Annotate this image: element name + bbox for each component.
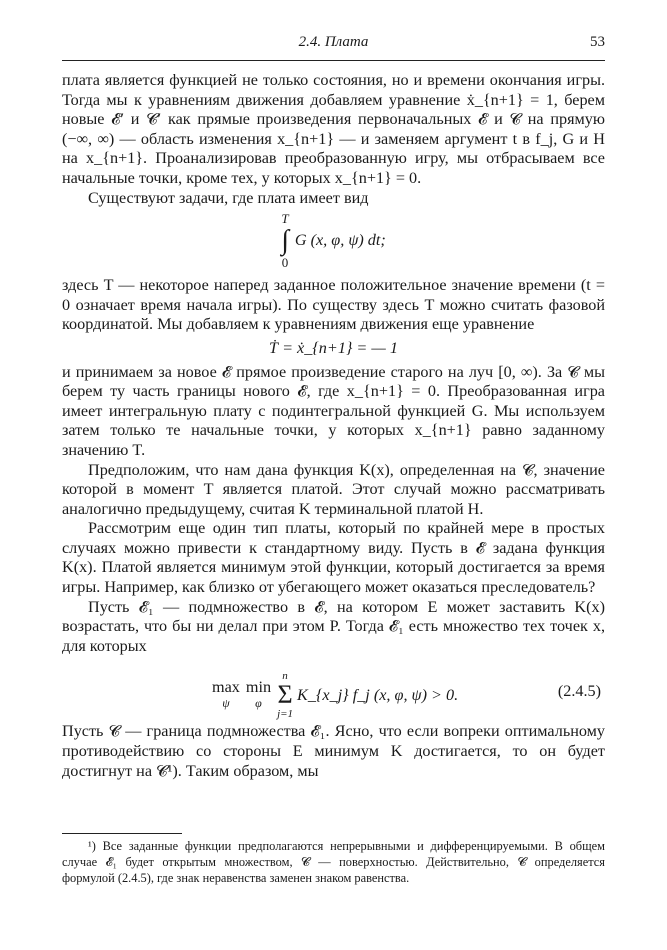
- sum-lower-limit: j=1: [277, 708, 294, 721]
- max-operator: [212, 679, 240, 711]
- paragraph-4: и принимаем за новое 𝓔 прямое произведение старого на луч [0, ∞). За 𝓒 мы берем ту часть границы нового 𝓔, где x_{n+1} = 0. Преобразованная игра имеет интегральную плату с подинтегральной функцией G. Мы используем затем только те начальные точки, у которых x_{n+1} равно заданному значению T.: [62, 362, 605, 459]
- paragraph-6: Рассмотрим еще один тип платы, который по крайней мере в простых случаях можно привести к стандартному виду. Пусть в 𝓔 задана функция K(x). Платой является минимум этой функции, который достигается за время игры. Например, как близко от убегающего может оказаться преследователь?: [62, 519, 605, 597]
- integral-body: G (x, φ, ψ) dt;: [294, 231, 386, 250]
- equation-number: (2.4.5): [557, 682, 601, 701]
- paragraph-8: Пусть 𝓒 — граница подмножества 𝓔₁. Ясно, что если вопреки оптимальному противодействию со стороны E минимум K достигается, то он будет достигнут на 𝓒¹). Таким образом, мы: [62, 722, 605, 780]
- integral-lower-limit: 0: [281, 255, 289, 271]
- integral-operator: [281, 212, 289, 270]
- max-label: max: [212, 678, 240, 697]
- integral-upper-limit: T: [281, 211, 289, 227]
- sum-sign: Σ: [277, 680, 293, 710]
- integral-sign: ∫: [281, 225, 289, 257]
- paragraph-3: здесь T — некоторое наперед заданное положительное значение времени (t = 0 означает время начала игры). По существу здесь T можно считать фазовой координатой. Мы добавляем к уравнениям движения еще уравнение: [62, 276, 605, 334]
- equation-expression: [212, 670, 458, 720]
- min-label: min: [245, 678, 272, 697]
- footnote: [62, 838, 605, 886]
- paragraph-5: Предположим, что нам дана функция K(x), определенная на 𝓒, значение которой в момент T является платой. Этот случай можно рассматривать аналогично предыдущему, считая K терминальной платой H.: [62, 460, 605, 518]
- equation-2-4-5: [62, 660, 605, 721]
- main-text: [62, 71, 605, 781]
- paragraph-7: Пусть 𝓔₁ — подмножество в 𝓔, на котором E может заставить K(x) возрастать, что бы ни делал при этом P. Тогда 𝓔₁ есть множество тех точек x, для которых: [62, 597, 605, 655]
- sum-upper-limit: n: [282, 670, 288, 683]
- integral-formula: [62, 210, 605, 272]
- footnote-rule: [62, 833, 182, 834]
- max-subscript: ψ: [222, 696, 230, 711]
- paragraph-1: плата является функцией не только состояния, но и времени окончания игры. Тогда мы к уравнениям движения добавляем уравнение ẋ_{n+1} = 1, берем новые 𝓔′ и 𝓒′ как прямые произведения первоначальных 𝓔 и 𝓒 на прямую (−∞, ∞) — область изменения x_{n+1} — и заменяем аргумент t в f_j, G и H на x_{n+1}. Проанализировав преобразованную игру, мы отбрасываем все начальные точки, кроме тех, у которых x_{n+1} = 0.: [62, 71, 605, 187]
- sum-operator: [277, 670, 293, 720]
- page-number: 53: [590, 34, 605, 50]
- min-subscript: φ: [255, 696, 262, 711]
- equation-T: Ṫ = ẋ_{n+1} = — 1: [269, 338, 398, 357]
- equation-body: K_{x_j} f_j (x, φ, ψ) > 0.: [297, 685, 459, 704]
- paragraph-2: Существуют задачи, где плата имеет вид: [88, 188, 369, 207]
- footnote-text: ¹) Все заданные функции предполагаются непрерывными и дифференцируемыми. В общем случае 𝓔₁ будет открытым множеством, 𝓒 — поверхностью. Действительно, 𝓒 определяется формулой (2.4.5), где знак неравенства заменен знаком равенства.: [62, 839, 605, 885]
- header-rule: [62, 60, 605, 61]
- min-operator: [246, 679, 271, 711]
- running-title: 2.4. Плата: [298, 34, 369, 50]
- page-header: [0, 34, 667, 54]
